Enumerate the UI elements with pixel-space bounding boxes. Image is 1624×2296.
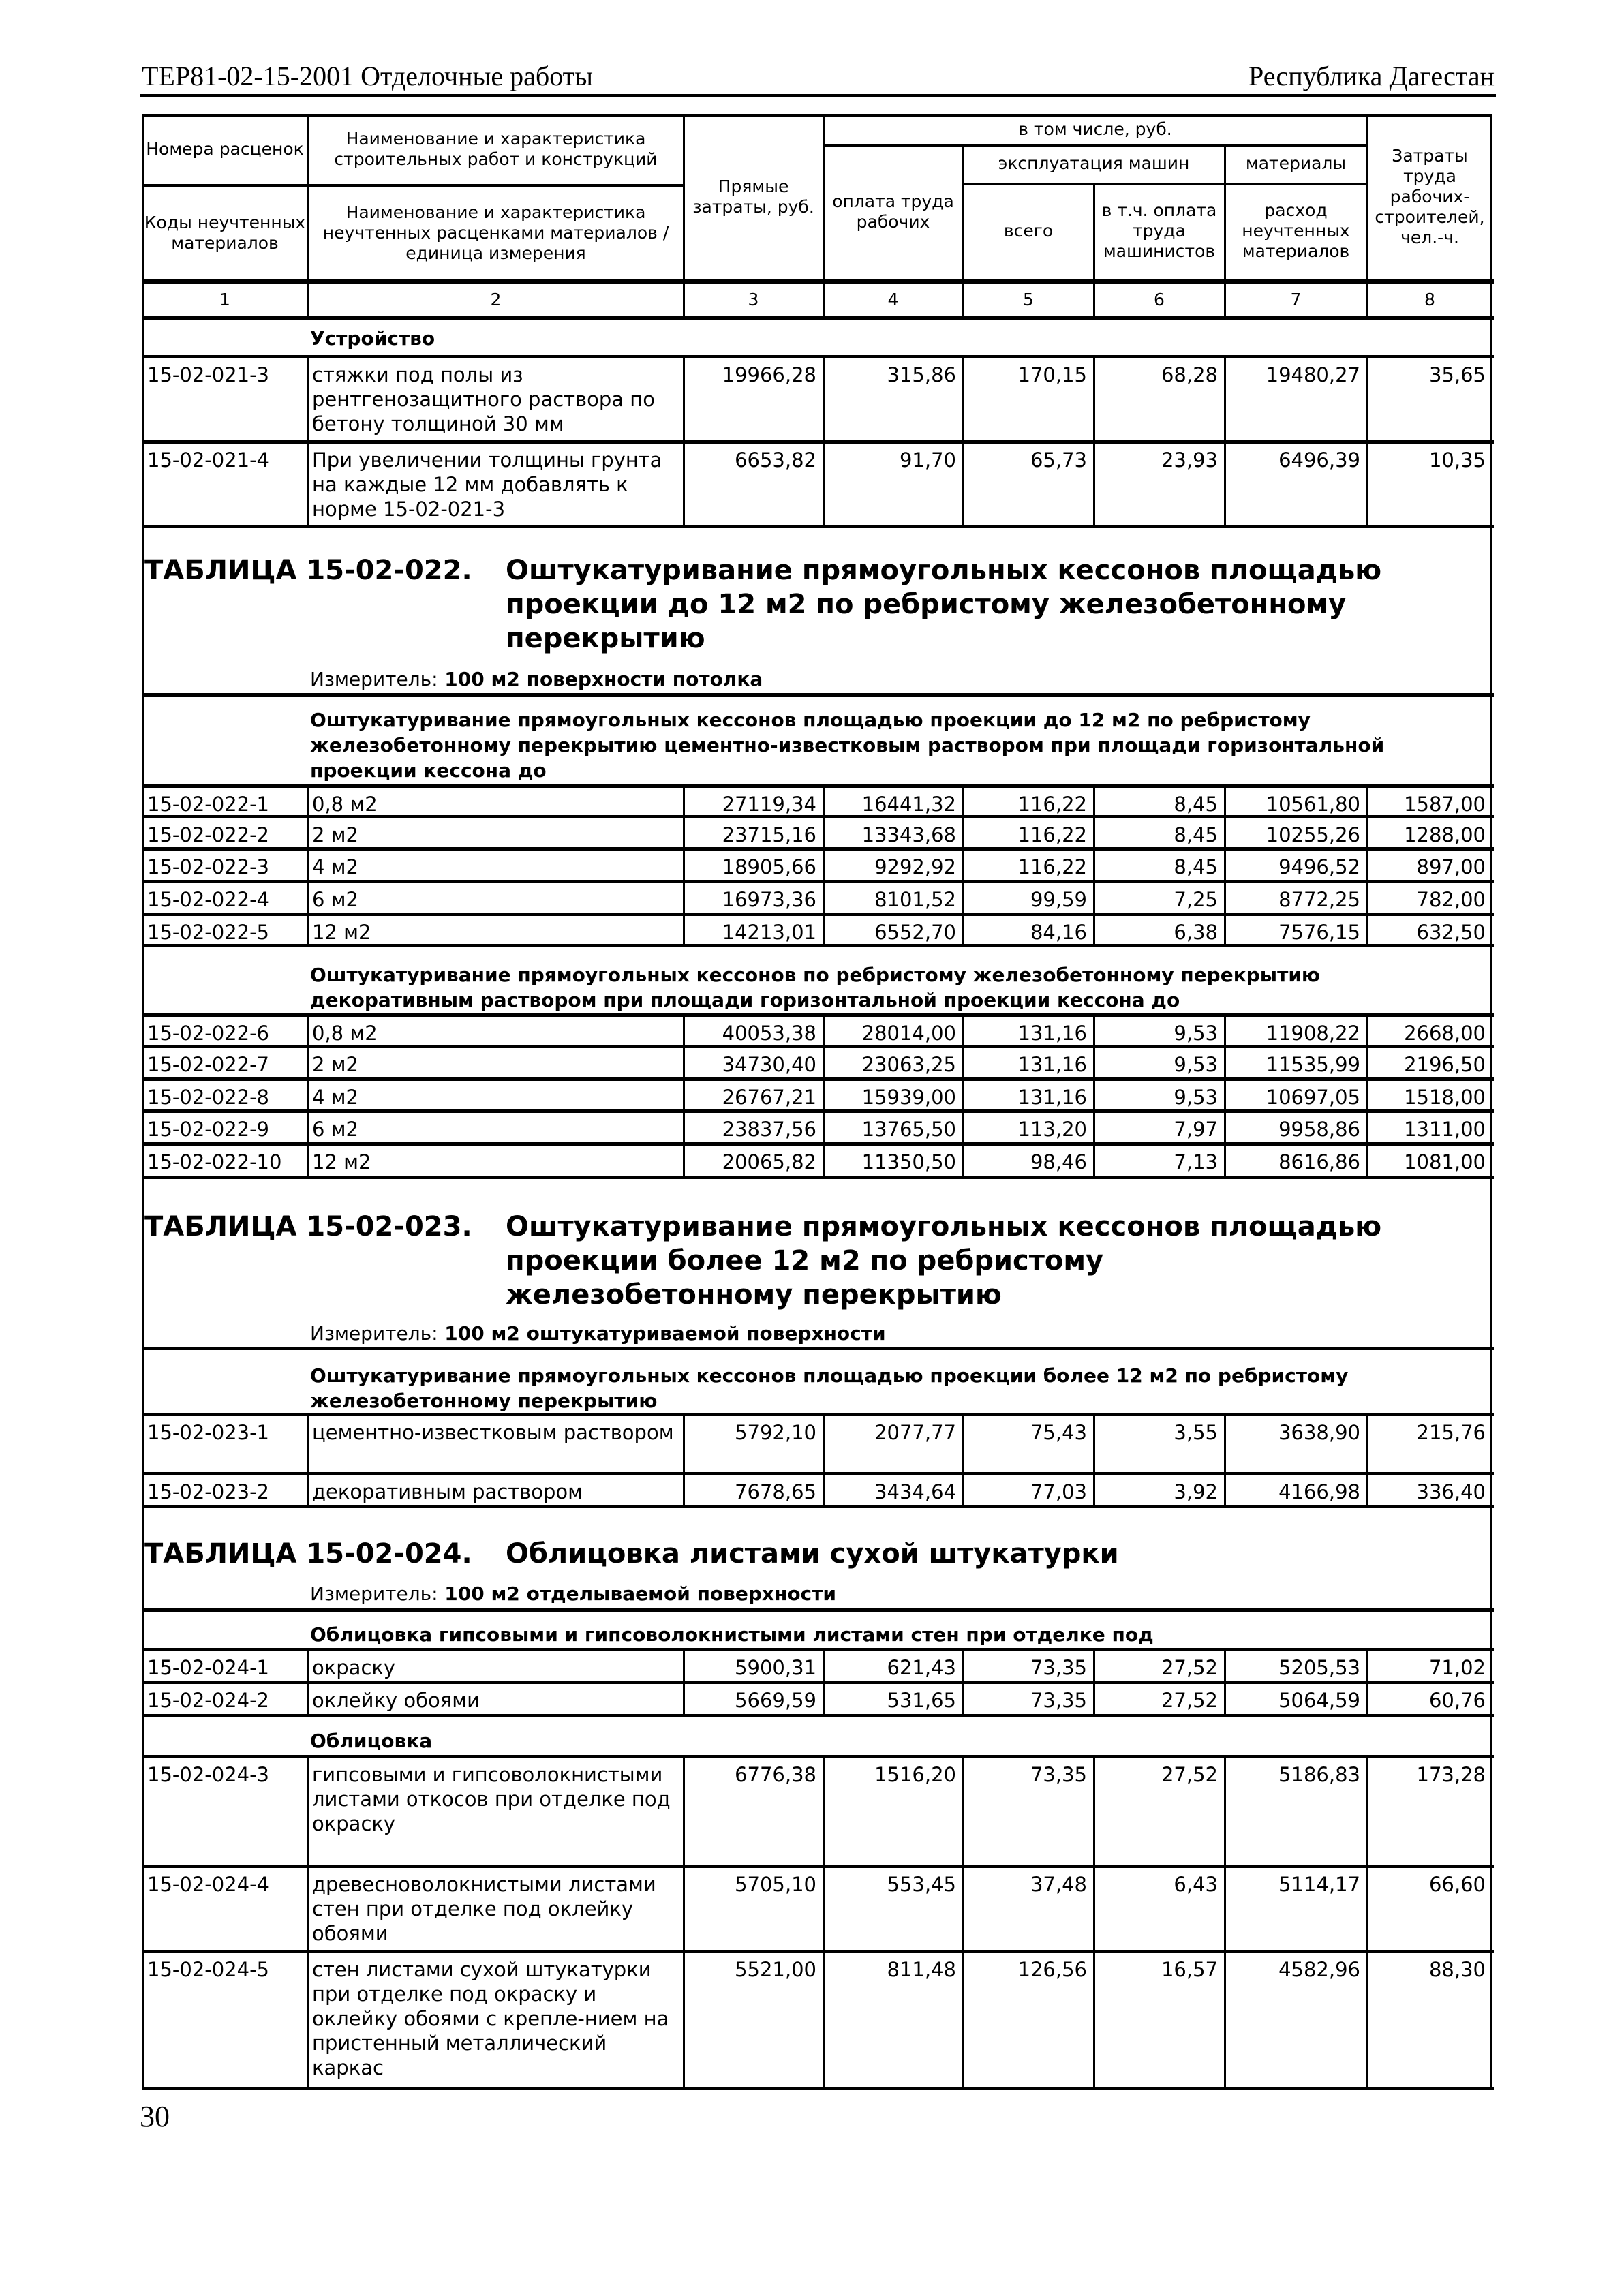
value-hours: 336,40 (1416, 1480, 1486, 1503)
row-rule (142, 1013, 1494, 1017)
rate-name: 2 м2 (312, 1053, 358, 1076)
value-mach-labor: 3,55 (1174, 1421, 1218, 1444)
header-labor-pay: оплата труда рабочих (832, 192, 954, 232)
group-subheader: Оштукатуривание прямоугольных кессонов площадью проекции более 12 м2 по ребристому железобетонному перекрытию (310, 1364, 1349, 1412)
value-mach-labor: 68,28 (1161, 363, 1218, 386)
value-materials: 9496,52 (1278, 855, 1360, 878)
value-materials: 8616,86 (1278, 1150, 1360, 1174)
section-rule (142, 693, 1494, 697)
value-mach-total: 131,16 (1017, 1086, 1087, 1109)
value-mach-total: 37,48 (1030, 1873, 1087, 1896)
rate-name: 6 м2 (312, 888, 358, 911)
value-labor: 8101,52 (874, 888, 956, 911)
rate-name: декоративным раствором (312, 1480, 583, 1503)
header-rate-numbers: Номера расценок (146, 138, 304, 159)
value-mach-total: 75,43 (1030, 1421, 1087, 1444)
rate-name: 2 м2 (312, 823, 358, 846)
rate-code: 15-02-024-5 (147, 1958, 269, 1981)
value-labor: 621,43 (887, 1656, 956, 1679)
value-mach-total: 73,35 (1030, 1763, 1087, 1786)
value-hours: 215,76 (1416, 1421, 1486, 1444)
value-materials: 6496,39 (1278, 448, 1360, 472)
rate-code: 15-02-022-5 (147, 921, 269, 944)
header-labor-hours: Затраты труда рабочих-строителей, чел.-ч. (1375, 145, 1485, 247)
row-rule (142, 1648, 1494, 1651)
value-labor: 315,86 (887, 363, 956, 386)
table-label: ТАБЛИЦА 15-02-024. (144, 1538, 472, 1570)
value-direct: 26767,21 (722, 1086, 816, 1109)
value-mach-labor: 3,92 (1174, 1480, 1218, 1503)
value-materials: 7576,15 (1278, 921, 1360, 944)
rate-name: окраску (312, 1656, 396, 1679)
measure-label: Измеритель: (310, 1582, 438, 1605)
rate-code: 15-02-022-9 (147, 1118, 269, 1141)
value-materials: 4582,96 (1278, 1958, 1360, 1981)
measure-value: 100 м2 оштукатуриваемой поверхности (444, 1322, 886, 1345)
row-rule (142, 1755, 1494, 1758)
value-direct: 23715,16 (722, 823, 816, 846)
value-labor: 553,45 (887, 1873, 956, 1896)
measure-unit (310, 1322, 886, 1345)
value-hours: 71,02 (1428, 1656, 1486, 1679)
section-rule (142, 1608, 1494, 1612)
value-hours: 88,30 (1428, 1958, 1486, 1981)
value-mach-labor: 27,52 (1161, 1689, 1218, 1712)
value-labor: 1516,20 (874, 1763, 956, 1786)
column-number: 7 (1290, 289, 1302, 309)
header-machines-total: всего (1003, 221, 1054, 241)
value-mach-labor: 27,52 (1161, 1656, 1218, 1679)
measure-label: Измеритель: (310, 668, 438, 690)
row-rule (142, 784, 1494, 788)
value-mach-total: 73,35 (1030, 1689, 1087, 1712)
measure-unit (310, 668, 763, 690)
table-title: Облицовка листами сухой штукатурки (506, 1538, 1119, 1570)
value-hours: 2668,00 (1404, 1022, 1486, 1045)
value-hours: 10,35 (1428, 448, 1486, 472)
value-materials: 10561,80 (1266, 793, 1360, 816)
header-unaccounted-materials: расход неучтенных материалов (1242, 200, 1350, 261)
rate-name: древесноволокнистыми листами стен при отделке под оклейку обоями (312, 1873, 656, 1945)
value-materials: 5064,59 (1278, 1689, 1360, 1712)
value-hours: 1587,00 (1404, 793, 1486, 816)
row-rule (142, 355, 1494, 358)
value-labor: 9292,92 (874, 855, 956, 878)
rate-code: 15-02-022-2 (147, 823, 269, 846)
value-mach-total: 170,15 (1017, 363, 1087, 386)
value-materials: 3638,90 (1278, 1421, 1360, 1444)
rate-name: 12 м2 (312, 921, 371, 944)
value-labor: 6552,70 (874, 921, 956, 944)
value-hours: 632,50 (1416, 921, 1486, 944)
value-materials: 11535,99 (1266, 1053, 1360, 1076)
value-mach-total: 116,22 (1017, 793, 1087, 816)
value-mach-total: 77,03 (1030, 1480, 1087, 1503)
group-subheader: Облицовка (310, 1730, 433, 1752)
value-direct: 5900,31 (735, 1656, 816, 1679)
rate-code: 15-02-024-3 (147, 1763, 269, 1786)
rate-code: 15-02-022-1 (147, 793, 269, 816)
rate-code: 15-02-021-3 (147, 363, 269, 386)
rate-name: 4 м2 (312, 855, 358, 878)
value-direct: 7678,65 (735, 1480, 816, 1503)
page-number: 30 (140, 2100, 170, 2133)
value-hours: 782,00 (1416, 888, 1486, 911)
rate-name: 4 м2 (312, 1086, 358, 1109)
value-direct: 19966,28 (722, 363, 816, 386)
value-hours: 2196,50 (1404, 1053, 1486, 1076)
value-mach-total: 98,46 (1030, 1150, 1087, 1174)
value-mach-total: 84,16 (1030, 921, 1087, 944)
header-work-name: Наименование и характеристика строительных работ и конструкций (334, 128, 658, 169)
table-label: ТАБЛИЦА 15-02-022. (144, 555, 472, 586)
value-labor: 23063,25 (861, 1053, 956, 1076)
value-direct: 27119,34 (722, 793, 816, 816)
value-labor: 28014,00 (861, 1022, 956, 1045)
value-hours: 66,60 (1428, 1873, 1486, 1896)
value-labor: 15939,00 (861, 1086, 956, 1109)
value-direct: 20065,82 (722, 1150, 816, 1174)
rate-code: 15-02-022-10 (147, 1150, 282, 1174)
value-materials: 10255,26 (1266, 823, 1360, 846)
value-mach-labor: 9,53 (1174, 1053, 1218, 1076)
column-number: 1 (219, 289, 230, 309)
value-materials: 5186,83 (1278, 1763, 1360, 1786)
value-mach-total: 116,22 (1017, 823, 1087, 846)
rate-code: 15-02-024-4 (147, 1873, 269, 1896)
value-materials: 19480,27 (1266, 363, 1360, 386)
header-materials: материалы (1245, 153, 1347, 173)
header-including: в том числе, руб. (1018, 119, 1172, 139)
header-material-name: Наименование и характеристика неучтенных расценками материалов / единица измерения (322, 202, 669, 263)
value-hours: 1518,00 (1404, 1086, 1486, 1109)
measure-value: 100 м2 поверхности потолка (444, 668, 763, 690)
column-number: 6 (1154, 289, 1165, 309)
value-direct: 34730,40 (722, 1053, 816, 1076)
value-mach-total: 126,56 (1017, 1958, 1087, 1981)
document-code-title: ТЕР81-02-15-2001 Отделочные работы (142, 61, 594, 91)
value-hours: 35,65 (1428, 363, 1486, 386)
value-labor: 811,48 (887, 1958, 956, 1981)
rate-code: 15-02-023-2 (147, 1480, 269, 1503)
column-number: 8 (1424, 289, 1435, 309)
value-labor: 13343,68 (861, 823, 956, 846)
value-hours: 1081,00 (1404, 1150, 1486, 1174)
rate-code: 15-02-024-2 (147, 1689, 269, 1712)
value-direct: 23837,56 (722, 1118, 816, 1141)
value-materials: 8772,25 (1278, 888, 1360, 911)
rate-code: 15-02-022-6 (147, 1022, 269, 1045)
value-direct: 5705,10 (735, 1873, 816, 1896)
value-direct: 18905,66 (722, 855, 816, 878)
value-labor: 91,70 (899, 448, 956, 472)
value-hours: 1311,00 (1404, 1118, 1486, 1141)
region-name: Республика Дагестан (1248, 61, 1495, 91)
value-hours: 173,28 (1416, 1763, 1486, 1786)
value-direct: 5669,59 (735, 1689, 816, 1712)
value-labor: 2077,77 (874, 1421, 956, 1444)
value-materials: 4166,98 (1278, 1480, 1360, 1503)
value-direct: 16973,36 (722, 888, 816, 911)
rate-code: 15-02-022-7 (147, 1053, 269, 1076)
header-rule (140, 94, 1496, 97)
rate-name: стяжки под полы из рентгенозащитного раствора по бетону толщиной 30 мм (312, 363, 655, 435)
value-direct: 6653,82 (735, 448, 816, 472)
rate-name: цементно-известковым раствором (312, 1421, 674, 1444)
rate-name: оклейку обоями (312, 1689, 480, 1712)
header-machines: эксплуатация машин (998, 153, 1190, 173)
value-materials: 11908,22 (1266, 1022, 1360, 1045)
value-direct: 5792,10 (735, 1421, 816, 1444)
rate-code: 15-02-024-1 (147, 1656, 269, 1679)
value-mach-total: 99,59 (1030, 888, 1087, 911)
header-material-codes: Коды неучтенных материалов (144, 212, 306, 253)
value-materials: 10697,05 (1266, 1086, 1360, 1109)
rate-name: 0,8 м2 (312, 793, 378, 816)
value-labor: 3434,64 (874, 1480, 956, 1503)
rate-name: гипсовыми и гипсоволокнистыми листами откосов при отделке под окраску (312, 1763, 671, 1835)
value-labor: 531,65 (887, 1689, 956, 1712)
value-mach-labor: 9,53 (1174, 1086, 1218, 1109)
value-mach-labor: 8,45 (1174, 855, 1218, 878)
measure-unit (310, 1582, 836, 1605)
header-machinist-pay: в т.ч. оплата труда машинистов (1101, 200, 1217, 261)
value-mach-labor: 16,57 (1161, 1958, 1218, 1981)
running-header (142, 60, 1495, 94)
rate-name: При увеличении толщины грунта на каждые 12 мм добавлять к норме 15-02-021-3 (312, 448, 662, 521)
rate-code: 15-02-021-4 (147, 448, 269, 472)
value-mach-labor: 7,97 (1174, 1118, 1218, 1141)
column-number: 3 (748, 289, 759, 309)
value-direct: 40053,38 (722, 1022, 816, 1045)
group-subheader: Устройство (310, 327, 435, 350)
value-materials: 9958,86 (1278, 1118, 1360, 1141)
measure-value: 100 м2 отделываемой поверхности (444, 1582, 837, 1605)
measure-label: Измеритель: (310, 1322, 438, 1345)
value-mach-total: 131,16 (1017, 1053, 1087, 1076)
value-mach-labor: 6,38 (1174, 921, 1218, 944)
value-labor: 13765,50 (861, 1118, 956, 1141)
column-number: 4 (887, 289, 899, 309)
group-subheader: Облицовка гипсовыми и гипсоволокнистыми листами стен при отделке под (310, 1623, 1154, 1646)
value-mach-total: 65,73 (1030, 448, 1087, 472)
table-title: Оштукатуривание прямоугольных кессонов площадью проекции до 12 м2 по ребристому железобетонному перекрытию (506, 555, 1382, 654)
value-mach-labor: 9,53 (1174, 1022, 1218, 1045)
group-subheader: Оштукатуривание прямоугольных кессонов площадью проекции до 12 м2 по ребристому железобетонному перекрытию цементно-известковым раствором при площади горизонтальной проекции кессона до (310, 709, 1385, 782)
value-hours: 1288,00 (1404, 823, 1486, 846)
value-mach-total: 131,16 (1017, 1022, 1087, 1045)
value-materials: 5114,17 (1278, 1873, 1360, 1896)
value-mach-total: 113,20 (1017, 1118, 1087, 1141)
value-labor: 11350,50 (861, 1150, 956, 1174)
table-title: Оштукатуривание прямоугольных кессонов площадью проекции более 12 м2 по ребристому железобетонному перекрытию (506, 1211, 1382, 1311)
rate-code: 15-02-022-4 (147, 888, 269, 911)
rate-name: 6 м2 (312, 1118, 358, 1141)
column-number: 5 (1023, 289, 1034, 309)
value-hours: 60,76 (1428, 1689, 1486, 1712)
value-mach-labor: 6,43 (1174, 1873, 1218, 1896)
value-direct: 5521,00 (735, 1958, 816, 1981)
value-mach-total: 116,22 (1017, 855, 1087, 878)
value-labor: 16441,32 (861, 793, 956, 816)
group-subheader: Оштукатуривание прямоугольных кессонов по ребристому железобетонному перекрытию декоративным раствором при площади горизонтальной проекции кессона до (310, 964, 1321, 1011)
value-mach-labor: 27,52 (1161, 1763, 1218, 1786)
rate-code: 15-02-022-8 (147, 1086, 269, 1109)
value-mach-labor: 7,13 (1174, 1150, 1218, 1174)
value-materials: 5205,53 (1278, 1656, 1360, 1679)
value-mach-labor: 8,45 (1174, 793, 1218, 816)
number-row-rule (142, 316, 1494, 320)
value-hours: 897,00 (1416, 855, 1486, 878)
rate-name: 12 м2 (312, 1150, 371, 1174)
header-direct-costs: Прямые затраты, руб. (692, 176, 814, 217)
value-mach-total: 73,35 (1030, 1656, 1087, 1679)
rate-name: стен листами сухой штукатурки при отделке под окраску и оклейку обоями с крепле-нием на пристенный металлический каркас (312, 1958, 669, 2079)
value-mach-labor: 7,25 (1174, 888, 1218, 911)
section-rule (142, 1347, 1494, 1350)
rate-name: 0,8 м2 (312, 1022, 378, 1045)
value-mach-labor: 23,93 (1161, 448, 1218, 472)
rate-code: 15-02-022-3 (147, 855, 269, 878)
column-number: 2 (490, 289, 502, 309)
rate-code: 15-02-023-1 (147, 1421, 269, 1444)
table-label: ТАБЛИЦА 15-02-023. (144, 1211, 472, 1242)
value-direct: 6776,38 (735, 1763, 816, 1786)
value-direct: 14213,01 (722, 921, 816, 944)
value-mach-labor: 8,45 (1174, 823, 1218, 846)
